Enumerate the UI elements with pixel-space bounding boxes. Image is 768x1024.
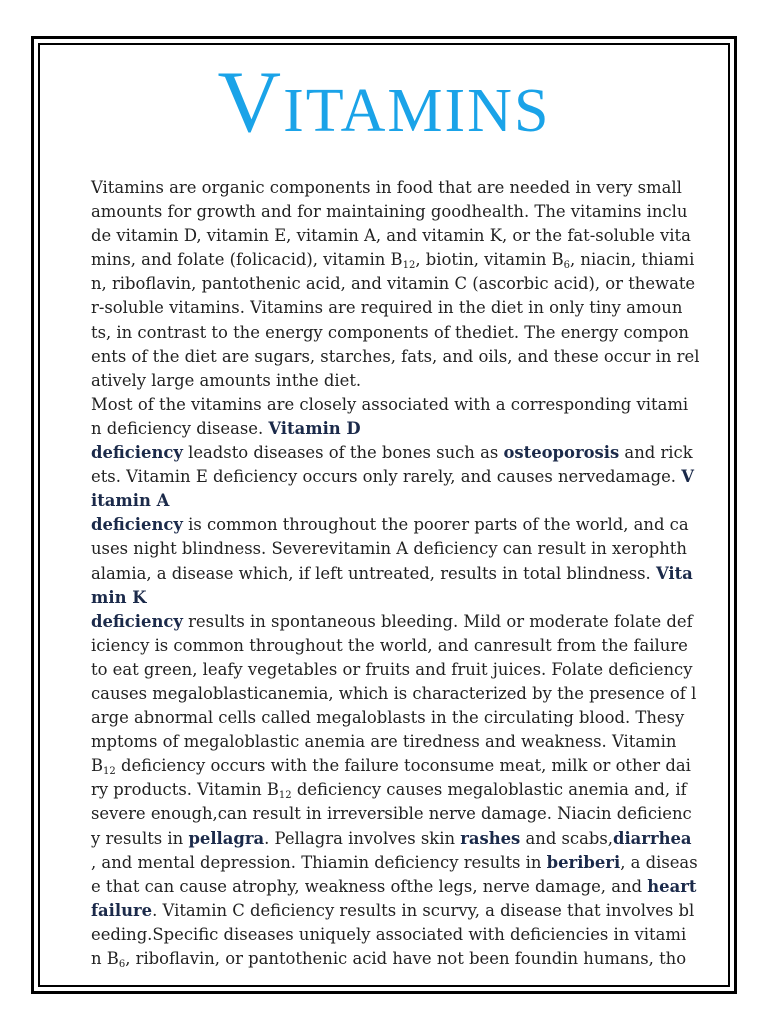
subscript: 12 [103, 766, 116, 778]
text-run: severe enough,can result in irreversible nerve damage. Niacin deficienc [91, 804, 692, 824]
text-run: iciency is common throughout the world, and canresult from the failure [91, 635, 688, 655]
text-run: de vitamin D, vitamin E, vitamin A, and vitamin K, or the fat-soluble vita [91, 226, 691, 246]
text-line [91, 851, 711, 875]
text-run: Vitamins are organic components in food that are needed in very small [91, 178, 682, 197]
text-run: . Pellagra involves skin [264, 828, 461, 848]
text-run: r-soluble vitamins. Vitamins are required in the diet in only tiny amoun [91, 298, 683, 318]
text-line [91, 586, 711, 610]
text-line [91, 634, 711, 658]
text-line [91, 802, 711, 826]
text-run: ents of the diet are sugars, starches, fats, and oils, and these occur in rel [91, 346, 700, 366]
text-line [91, 200, 711, 224]
subscript: 6 [563, 260, 571, 272]
text-run: , niacin, thiami [570, 250, 695, 270]
text-run: n B [91, 949, 119, 968]
text-line [91, 658, 711, 682]
bold-term: deficiency [91, 515, 183, 535]
text-line [91, 513, 711, 537]
bold-term: min K [91, 587, 147, 607]
text-line [91, 827, 711, 851]
bold-term: Vita [655, 563, 693, 583]
text-run: , a diseas [620, 852, 698, 872]
page-title: Vitamins [217, 54, 551, 151]
text-run: deficiency causes megaloblastic anemia and, if [291, 780, 687, 800]
text-line [91, 321, 711, 345]
text-line [91, 610, 711, 634]
text-run: B [91, 756, 104, 776]
document-body [91, 176, 711, 971]
subscript: 6 [118, 959, 126, 970]
text-run: and rick [619, 443, 693, 463]
text-run: atively large amounts inthe diet. [91, 370, 362, 390]
text-run: , riboflavin, or pantothenic acid have not been foundin humans, tho [125, 949, 687, 968]
text-run: ry products. Vitamin B [91, 780, 279, 800]
bold-term: pellagra [188, 828, 265, 848]
text-run: , and mental depression. Thiamin deficiency results in [91, 852, 547, 872]
text-line [91, 248, 711, 272]
text-run: ets. Vitamin E deficiency occurs only rarely, and causes nervedamage. [91, 467, 682, 487]
text-line [91, 923, 711, 947]
text-line [91, 778, 711, 802]
text-line [91, 754, 711, 778]
text-line [91, 706, 711, 730]
text-run: mptoms of megaloblastic anemia are tiredness and weakness. Vitamin [91, 732, 677, 752]
text-line [91, 730, 711, 754]
bold-term: deficiency [91, 611, 183, 631]
text-run: Most of the vitamins are closely associated with a corresponding vitami [91, 394, 689, 414]
text-run: n, riboflavin, pantothenic acid, and vitamin C (ascorbic acid), or thewate [91, 274, 696, 294]
text-line [91, 489, 711, 513]
text-line [91, 393, 711, 417]
text-line [91, 369, 711, 393]
text-run: results in spontaneous bleeding. Mild or moderate folate def [182, 611, 693, 631]
text-line [91, 465, 711, 489]
bold-term: osteoporosis [503, 443, 620, 463]
bold-term: V [681, 467, 694, 487]
text-run: . Vitamin C deficiency results in scurvy, a disease that involves bl [152, 900, 695, 920]
text-line [91, 947, 711, 971]
text-run: is common throughout the poorer parts of the world, and ca [182, 515, 689, 535]
text-run: deficiency occurs with the failure toconsume meat, milk or other dai [115, 756, 691, 776]
text-line [91, 537, 711, 561]
text-line [91, 417, 711, 441]
text-line [91, 441, 711, 465]
text-run: amounts for growth and for maintaining goodhealth. The vitamins inclu [91, 202, 688, 222]
text-run: eeding.Specific diseases uniquely associated with deficiencies in vitami [91, 924, 687, 944]
text-run: , biotin, vitamin B [415, 250, 564, 270]
text-line [91, 345, 711, 369]
bold-term: rashes [460, 828, 521, 848]
text-run: mins, and folate (folicacid), vitamin B [91, 250, 403, 270]
text-run: leadsto diseases of the bones such as [182, 443, 504, 463]
text-run: alamia, a disease which, if left untreated, results in total blindness. [91, 563, 656, 583]
text-run: and scabs, [520, 828, 613, 848]
bold-term: itamin A [91, 491, 170, 511]
text-run: n deficiency disease. [91, 418, 269, 438]
text-run: e that can cause atrophy, weakness ofthe legs, nerve damage, and [91, 876, 648, 896]
text-run: uses night blindness. Severevitamin A deficiency can result in xerophth [91, 539, 687, 559]
text-line [91, 875, 711, 899]
subscript: 12 [402, 260, 416, 272]
bold-term: deficiency [91, 443, 183, 463]
bold-term: diarrhea [613, 828, 692, 848]
bold-term: heart [647, 876, 697, 896]
text-line [91, 296, 711, 320]
bold-term: beriberi [546, 852, 621, 872]
text-line [91, 272, 711, 296]
text-line [91, 176, 711, 200]
text-line [91, 224, 711, 248]
text-run: arge abnormal cells called megaloblasts in the circulating blood. Thesy [91, 708, 685, 728]
text-run: causes megaloblasticanemia, which is characterized by the presence of l [91, 683, 697, 703]
subscript: 12 [278, 790, 292, 802]
text-line [91, 682, 711, 706]
text-line [91, 562, 711, 586]
text-run: ts, in contrast to the energy components of thediet. The energy compon [91, 322, 689, 342]
text-run: to eat green, leafy vegetables or fruits and fruit juices. Folate deficiency [91, 659, 693, 679]
bold-term: failure [91, 900, 153, 920]
bold-term: Vitamin D [268, 418, 361, 438]
text-line [91, 899, 711, 923]
text-run: y results in [91, 828, 189, 848]
